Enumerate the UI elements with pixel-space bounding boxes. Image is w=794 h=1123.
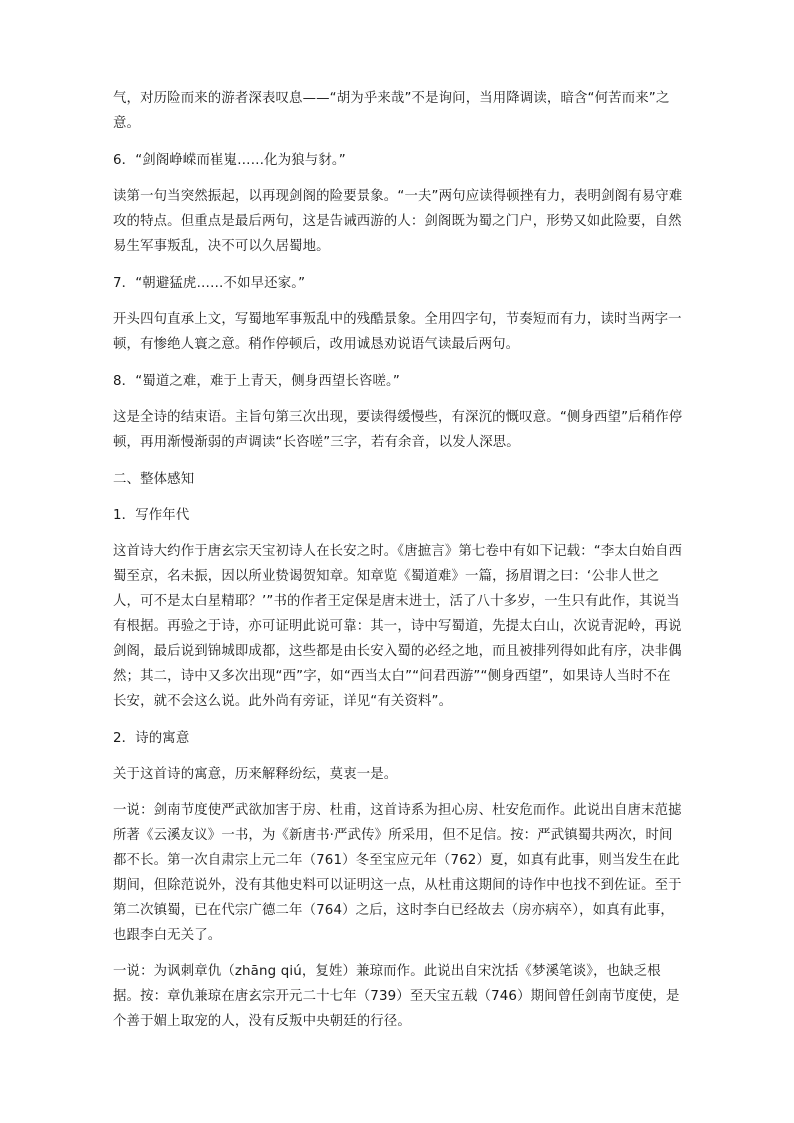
paragraph-writing-date: 这首诗大约作于唐玄宗天宝初诗人在长安之时。《唐摭言》第七卷中有如下记载：“李太白始自西蜀至京，名未振，因以所业贽谒贺知章。知章览《蜀道难》一篇，扬眉谓之曰：‘公非人世之人，可不是太白星精耶？’”书的作者王定保是唐末进士，活了八十多岁，一生只有此作，其说当有根据。再验之于诗，亦可证明此说可靠：其一，诗中写蜀道，先提太白山，次说青泥岭，再说剑阁，最后说到锦城即成都，这些都是由长安入蜀的必经之地，而且被排列得如此有序，决非偶然；其二，诗中又多次出现“西”字，如“西当太白”“问君西游”“侧身西望”，如果诗人当时不在长安，就不会这么说。此外尚有旁证，详见“有关资料”。 bbox=[113, 544, 683, 709]
paragraph-meaning-intro: 关于这首诗的寓意，历来解释纷纭，莫衷一是。 bbox=[113, 767, 398, 782]
paragraph-theory-two: 一说：为讽刺章仇（zhāng qiú，复姓）兼琼而作。此说出自宋沈括《梦溪笔谈》，也缺乏根据。按：章仇兼琼在唐玄宗开元二十七年（739）至天宝五载（746）期间曾任剑南节度使，是个善于媚上取宠的人，没有反叛中央朝廷的行径。 bbox=[113, 964, 680, 1029]
paragraph-7-explanation: 开头四句直承上文，写蜀地军事叛乱中的残酷景象。全用四字句，节奏短而有力，读时当两字一顿，有惨绝人寰之意。稍作停顿后，改用诚恳劝说语气读最后两句。 bbox=[113, 312, 682, 352]
chapter-heading-overall: 二、整体感知 bbox=[113, 472, 195, 487]
subheading-meaning: 2．诗的寓意 bbox=[113, 731, 190, 746]
section-heading-6: 6．“剑阁峥嵘而崔嵬……化为狼与豺。” bbox=[113, 153, 346, 168]
document-page bbox=[113, 86, 683, 1034]
paragraph-theory-one: 一说：剑南节度使严武欲加害于房、杜甫，这首诗系为担心房、杜安危而作。此说出自唐末范摅所著《云溪友议》一书，为《新唐书·严武传》所采用，但不足信。按：严武镇蜀共两次，时间都不长。第一次自肃宗上元二年（761）冬至宝应元年（762）夏，如真有此事，则当发生在此期间，但除范说外，没有其他史料可以证明这一点，从杜甫这期间的诗作中也找不到佐证。至于第二次镇蜀，已在代宗广德二年（764）之后，这时李白已经故去（房亦病卒），如真有此事，也跟李白无关了。 bbox=[113, 803, 682, 943]
paragraph-intro-continuation: 气，对历险而来的游者深表叹息——“胡为乎来哉”不是询问，当用降调读，暗含“何苦而来”之意。 bbox=[113, 91, 670, 131]
section-heading-8: 8．“蜀道之难，难于上青天，侧身西望长咨嗟。” bbox=[113, 374, 400, 389]
paragraph-6-explanation: 读第一句当突然振起，以再现剑阁的险要景象。“一夫”两句应读得顿挫有力，表明剑阁有易守难攻的特点。但重点是最后两句，这是告诫西游的人：剑阁既为蜀之门户，形势又如此险要，自然易生军事叛乱，决不可以久居蜀地。 bbox=[113, 189, 683, 254]
section-heading-7: 7．“朝避猛虎……不如早还家。” bbox=[113, 276, 306, 291]
paragraph-8-explanation: 这是全诗的结束语。主旨句第三次出现，要读得缓慢些，有深沉的慨叹意。“侧身西望”后稍作停顿，再用渐慢渐弱的声调读“长咨嗟”三字，若有余音，以发人深思。 bbox=[113, 410, 683, 450]
subheading-writing-date: 1．写作年代 bbox=[113, 508, 190, 523]
